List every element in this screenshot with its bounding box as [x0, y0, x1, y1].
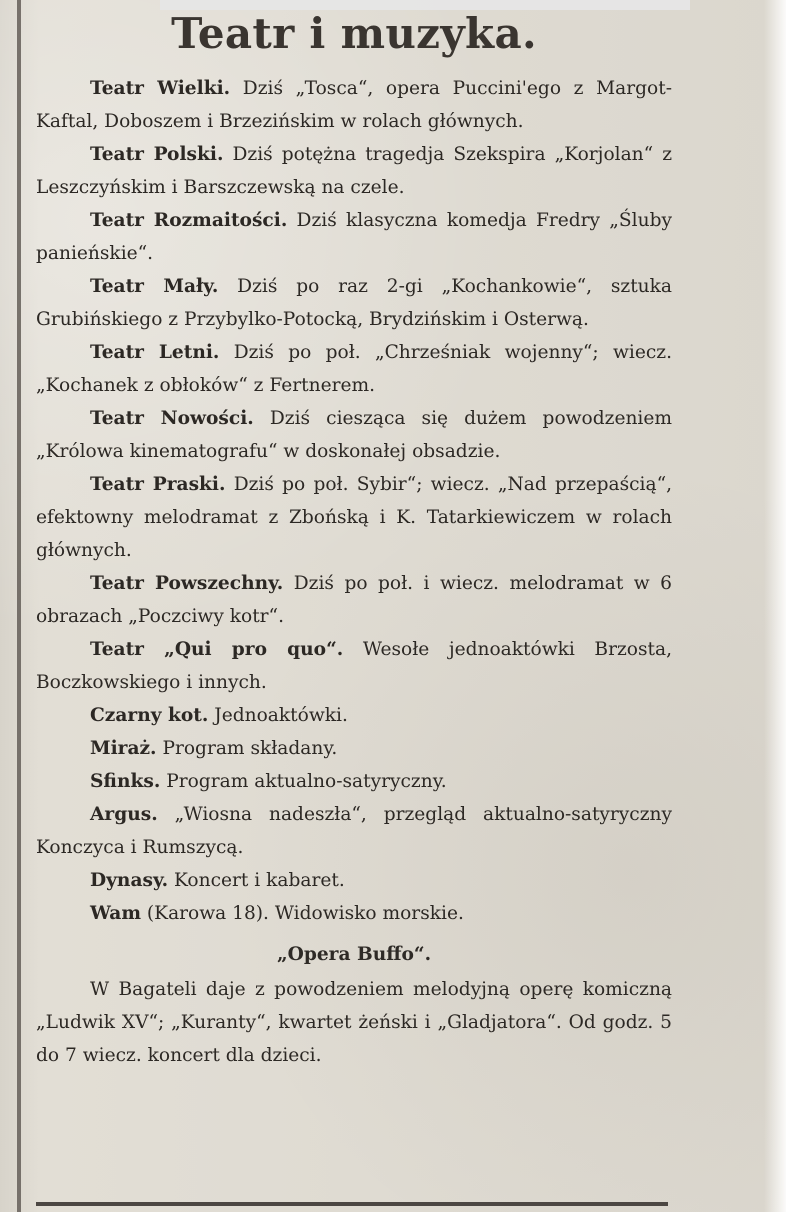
listing-name: Miraż. — [90, 738, 157, 759]
listing-text: „Wiosna nadeszła“, przegląd aktualno-satyryczny Konczyca i Rumszycą. — [36, 804, 672, 858]
listing-name: Argus. — [90, 804, 158, 825]
left-column-rule — [17, 0, 21, 1212]
listing-name: Wam — [90, 903, 141, 924]
listing-name: Teatr Polski. — [90, 144, 224, 165]
listing-name: Teatr „Qui pro quo“. — [90, 639, 344, 660]
listing-entry — [36, 864, 672, 897]
listing-text: Dziś potężna tragedja Szekspira „Korjolan“ z Leszczyńskim i Barszczewską na czele. — [36, 144, 673, 198]
bottom-rule — [36, 1202, 668, 1206]
listing-text: Jednoaktówki. — [214, 705, 348, 726]
listing-entry — [36, 732, 672, 765]
listing-name: Teatr Powszechny. — [90, 573, 284, 594]
listing-text: (Karowa 18). Widowisko morskie. — [146, 903, 464, 924]
section-title: Teatr i muzyka. — [171, 9, 537, 58]
listing-entry — [36, 270, 672, 336]
listing-text: Dziś po raz 2-gi „Kochankowie“, sztuka Grubińskiego z Przybylko-Potocką, Brydzińskim i Osterwą. — [36, 276, 672, 330]
listing-name: Dynasy. — [90, 870, 169, 891]
listing-entry — [36, 633, 672, 699]
listing-entry — [36, 72, 672, 138]
listing-text: Program składany. — [162, 738, 338, 759]
listing-text: Dziś po poł. „Chrześniak wojenny“; wiecz. „Kochanek z obłoków“ z Fertnerem. — [36, 342, 672, 396]
listing-name: Teatr Mały. — [90, 276, 219, 297]
listing-entry — [36, 765, 672, 798]
listing-text: Dziś klasyczna komedja Fredry „Śluby panieńskie“. — [36, 210, 672, 264]
listing-entry — [36, 138, 672, 204]
listing-text: Dziś po poł. Sybir“; wiecz. „Nad przepaścią“, efektowny melodramat z Zbońską i K. Tatarkiewiczem w rolach głównych. — [36, 474, 672, 561]
listing-text: Dziś ciesząca się dużem powodzeniem „Królowa kinematografu“ w doskonałej obsadzie. — [36, 408, 673, 462]
opera-buffo-paragraph: W Bagateli daje z powodzeniem melodyjną operę komiczną „Ludwik XV“; „Kuranty“, kwartet żeński i „Gladjatora“. Od godz. 5 do 7 wiecz. koncert dla dzieci. — [36, 979, 672, 1066]
listing-text: Program aktualno-satyryczny. — [166, 771, 447, 792]
listing-entry — [36, 699, 672, 732]
listing-text: Koncert i kabaret. — [174, 870, 345, 891]
listing-entry — [36, 336, 672, 402]
listing-text: Dziś po poł. i wiecz. melodramat w 6 obrazach „Poczciwy kotr“. — [36, 573, 673, 627]
listing-name: Teatr Nowości. — [90, 408, 254, 429]
listing-entry — [36, 204, 672, 270]
listing-name: Czarny kot. — [90, 705, 209, 726]
right-edge-shadow — [764, 0, 786, 1212]
opera-buffo-heading: „Opera Buffo“. — [276, 944, 432, 965]
listing-text: Wesołe jednoaktówki Brzosta, Boczkowskiego i innych. — [36, 639, 672, 693]
listing-entry — [36, 468, 672, 567]
listing-entry — [36, 402, 672, 468]
listing-name: Teatr Letni. — [90, 342, 220, 363]
listing-entry — [36, 567, 672, 633]
listing-text: Dziś „Tosca“, opera Puccini'ego z Margot-Kaftal, Doboszem i Brzezińskim w rolach głównych. — [36, 78, 672, 132]
listing-name: Teatr Praski. — [90, 474, 226, 495]
listing-entry — [36, 798, 672, 864]
listing-entry — [36, 897, 672, 930]
listing-name: Teatr Wielki. — [90, 78, 231, 99]
article-column — [36, 8, 672, 1072]
listing-name: Teatr Rozmaitości. — [90, 210, 288, 231]
listing-name: Sfinks. — [90, 771, 161, 792]
